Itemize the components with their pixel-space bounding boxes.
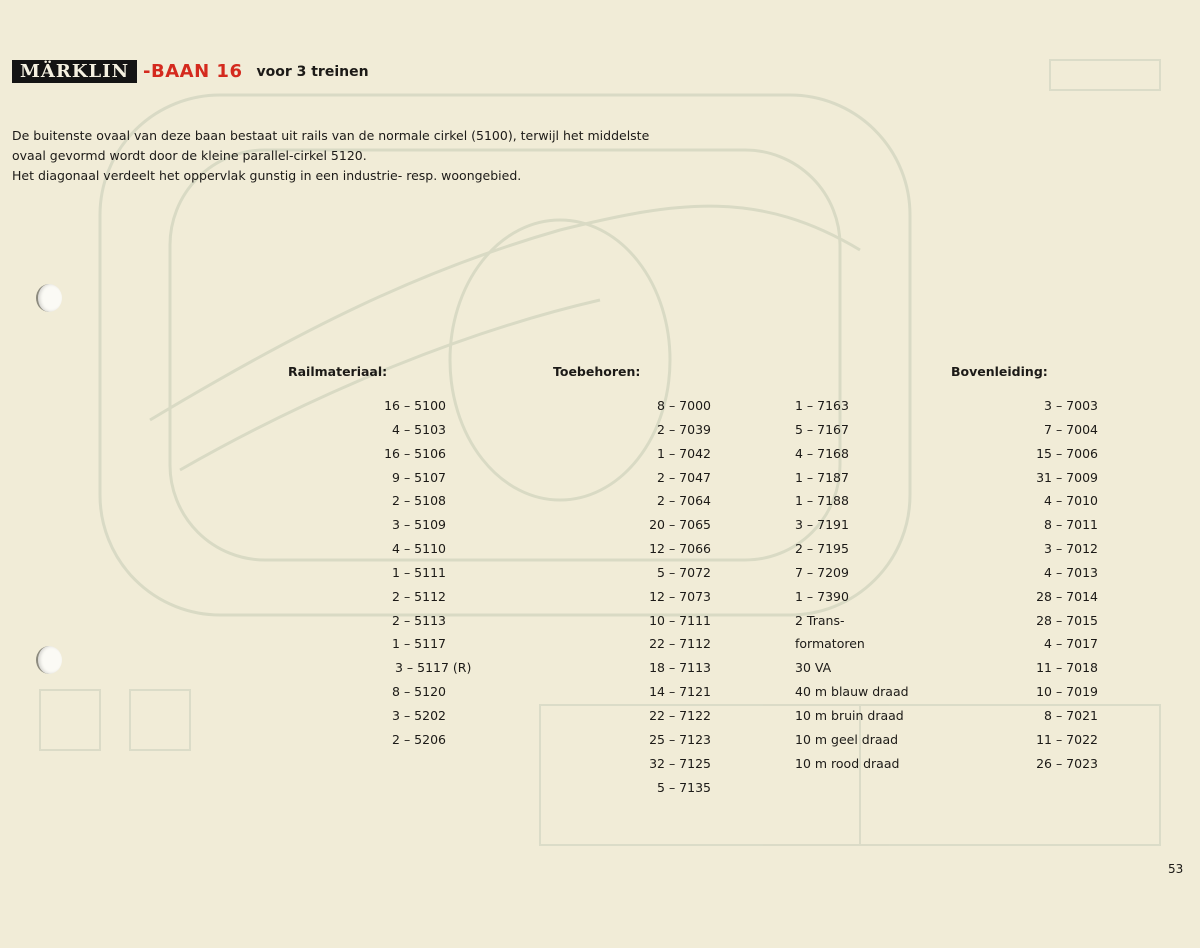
intro-line: Het diagonaal verdeelt het oppervlak gunstig in een industrie- resp. woongebied.: [12, 168, 522, 183]
layout-subtitle: voor 3 treinen: [256, 63, 369, 80]
list-item: 10 m geel draad: [795, 731, 899, 747]
railmateriaal-list: [380, 396, 472, 754]
punch-hole-top: [36, 284, 62, 312]
list-item: 14 – 7121: [649, 684, 711, 700]
list-item: 4 – 7013: [1044, 564, 1098, 580]
toebehoren-list-1: [640, 396, 711, 801]
list-item: 1 – 5111: [392, 564, 446, 580]
list-item: 8 – 5120: [392, 684, 446, 700]
list-item: 4 – 5110: [392, 541, 446, 557]
brand-logo: MÄRKLIN: [12, 60, 137, 83]
list-item: 4 – 5103: [392, 421, 446, 437]
list-item: 4 – 7017: [1044, 636, 1098, 652]
list-item: 28 – 7015: [1036, 612, 1098, 628]
list-item: 3 – 7003: [1044, 398, 1098, 413]
list-item: 10 m rood draad: [795, 755, 900, 771]
list-item: 40 m blauw draad: [795, 684, 909, 700]
list-item: 9 – 5107: [392, 469, 446, 485]
list-item: 18 – 7113: [649, 660, 711, 676]
list-item: 2 – 5112: [392, 588, 446, 604]
list-item: 3 – 5202: [392, 707, 446, 723]
list-item: 5 – 7135: [657, 779, 711, 795]
list-item: 16 – 5100: [384, 398, 446, 413]
list-item: 1 – 7187: [795, 469, 849, 485]
list-item: 22 – 7112: [649, 636, 711, 652]
list-item: 2 – 7039: [657, 421, 711, 437]
list-item: 1 – 7163: [795, 398, 849, 413]
toebehoren-list-2: [795, 396, 909, 778]
list-item: formatoren: [795, 636, 865, 652]
list-item: 1 – 5117: [392, 636, 446, 652]
list-item: 20 – 7065: [649, 517, 711, 533]
list-item: 7 – 7004: [1044, 421, 1098, 437]
list-item: 10 m bruin draad: [795, 707, 904, 723]
list-item: 5 – 7167: [795, 421, 849, 437]
list-item: 25 – 7123: [649, 731, 711, 747]
intro-line: ovaal gevormd wordt door de kleine parallel-cirkel 5120.: [12, 148, 367, 163]
bovenleiding-list: [1025, 396, 1098, 778]
list-item: 32 – 7125: [649, 755, 711, 771]
list-item: 2 – 7064: [657, 493, 711, 509]
toebehoren-heading: Toebehoren:: [553, 364, 641, 379]
page-header: [12, 60, 369, 83]
list-item: 2 – 5113: [392, 612, 446, 628]
intro-line: De buitenste ovaal van deze baan bestaat uit rails van de normale cirkel (5100), terwijl het middelste: [12, 128, 650, 143]
list-item: 2 – 5206: [392, 731, 446, 747]
list-item: 4 – 7010: [1044, 493, 1098, 509]
list-item: 2 – 7047: [657, 469, 711, 485]
bovenleiding-heading: Bovenleiding:: [951, 364, 1048, 379]
page-number: 53: [1168, 862, 1184, 876]
list-item: 30 VA: [795, 660, 832, 676]
list-item: 12 – 7073: [649, 588, 711, 604]
list-item: 4 – 7168: [795, 445, 849, 461]
list-item: 8 – 7011: [1044, 517, 1098, 533]
list-item: 1 – 7188: [795, 493, 849, 509]
list-item: 3 – 7191: [795, 517, 849, 533]
list-item: 5 – 7072: [657, 564, 711, 580]
list-item: 1 – 7390: [795, 588, 849, 604]
list-item: 10 – 7111: [649, 612, 711, 628]
punch-hole-bottom: [36, 646, 62, 674]
railmateriaal-heading: Railmateriaal:: [288, 364, 388, 379]
list-item: 7 – 7209: [795, 564, 849, 580]
list-item: 11 – 7022: [1036, 731, 1098, 747]
list-item: 10 – 7019: [1036, 684, 1098, 700]
list-item: 3 – 5109: [392, 517, 446, 533]
list-item: 31 – 7009: [1036, 469, 1098, 485]
list-item: 8 – 7000: [657, 398, 711, 413]
list-item: 22 – 7122: [649, 707, 711, 723]
list-item: 11 – 7018: [1036, 660, 1098, 676]
list-item: 28 – 7014: [1036, 588, 1098, 604]
list-item: 1 – 7042: [657, 445, 711, 461]
layout-title: -BAAN 16: [143, 61, 243, 82]
list-item: 15 – 7006: [1036, 445, 1098, 461]
list-item: 2 Trans-: [795, 612, 845, 628]
list-item: 16 – 5106: [384, 445, 446, 461]
list-item: 3 – 5117 (R): [395, 660, 472, 676]
list-item: 8 – 7021: [1044, 707, 1098, 723]
intro-text: [12, 126, 712, 186]
list-item: 3 – 7012: [1044, 541, 1098, 557]
list-item: 2 – 7195: [795, 541, 849, 557]
list-item: 26 – 7023: [1036, 755, 1098, 771]
list-item: 12 – 7066: [649, 541, 711, 557]
list-item: 2 – 5108: [392, 493, 446, 509]
